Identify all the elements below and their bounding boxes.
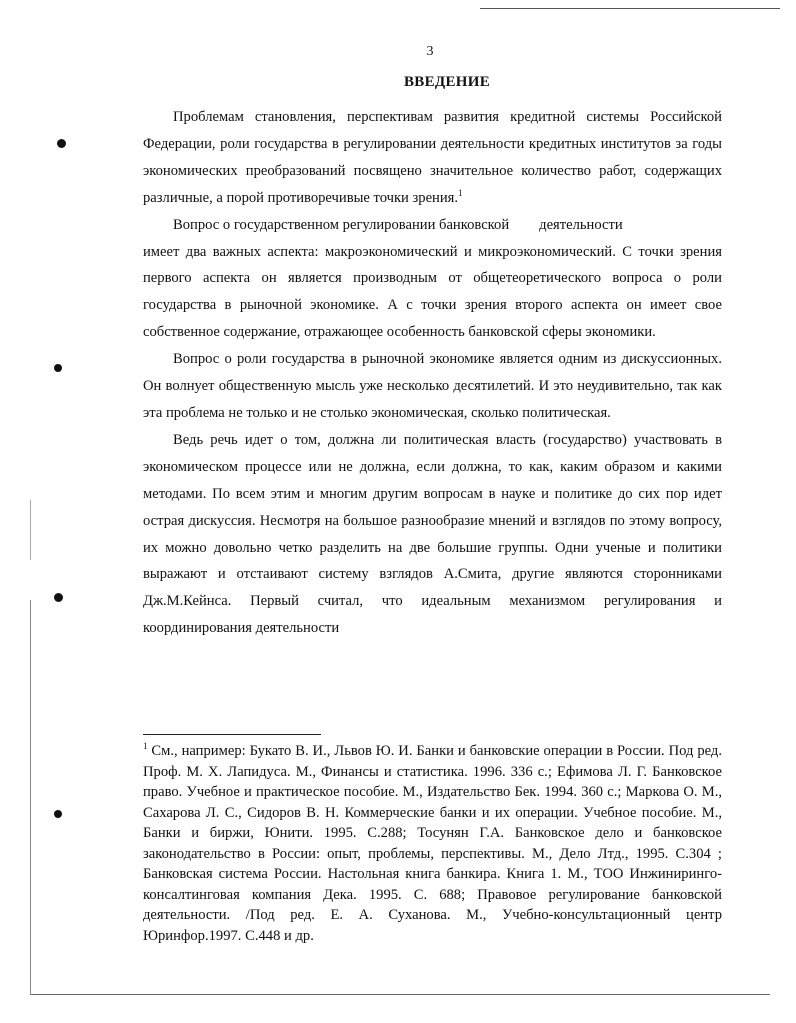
footnote-mark: 1 [143,741,148,752]
punch-hole-mark [54,810,62,818]
body-text [143,104,722,642]
scan-artifact-edge [30,500,31,560]
paragraph [143,104,722,212]
paragraph [143,346,722,427]
scan-artifact-line [30,994,770,995]
footnote-divider [143,734,321,735]
footnote-text: См., например: Букато В. И., Львов Ю. И. Банки и банковские операции в России. Под ред. Проф. М. Х. Лапидуса. М., Финансы и статистика. 1996. 336 с.; Ефимова Л. Г. Банковское право. Учебное и практическое пособие. М., Издательство Бек. 1994. 360 с.; Маркова О. М., Сахарова Л. С., Сидоров В. Н. Коммерческие банки и их операции. Учебное пособие. М., Банки и биржи, Юнити. 1995. С.288; Тосунян Г.А. Банковское дело и банковское законодательство в России: опыт, проблемы, перспективы. М., Дело Лтд., 1995. С.304 ; Банковская система России. Настольная книга банкира. Книга 1. М., ТОО Инжиниринго-консалтинговая компания Дека. 1995. С. 688; Правовое регулирование банковской деятельности. /Под ред. Е. А. Суханова. М., Учебно-консультационный центр Юринфор.1997. С.448 и др. [143,743,722,944]
paragraph-text: имеет два важных аспекта: макроэкономический и микроэкономический. С точки зрения первого аспекта он является производным от общетеоретического вопроса о роли государства в рыночной экономике. А с точки зрения второго аспекта он имеет свое собственное содержание, отражающее особенность банковской сферы экономики. [143,243,722,341]
footnotes [143,741,722,946]
page-number: 3 [426,44,434,59]
paragraph [143,212,722,239]
paragraph-text: деятельности [539,216,623,233]
paragraph-text: Проблемам становления, перспективам развития кредитной системы Российской Федерации, роли государства в регулировании деятельности кредитных институтов за годы экономических преобразований посвящено значительное количество работ, содержащих различные, а порой противоречивые точки зрения. [143,109,722,206]
footnote-reference: 1 [458,187,463,198]
punch-hole-mark [54,593,63,602]
paragraph-text: Вопрос о роли государства в рыночной экономике является одним из дискуссионных. Он волнует общественную мысль уже несколько десятилетий. И это неудивительно, так как эта проблема не только и не столько экономическая, сколько политическая. [143,351,722,421]
scan-artifact-line [480,8,780,9]
footnote [143,741,722,946]
paragraph-text: Ведь речь идет о том, должна ли политическая власть (государство) участвовать в экономическом процессе или не должна, если должна, то как, каким образом и какими методами. По всем этим и многим другим вопросам в науке и политике до сих пор идет острая дискуссия. Несмотря на большое разнообразие мнений и взглядов по этому вопросу, их можно довольно четко разделить на две большие группы. Одни ученые и политики выражают и отстаивают систему взглядов А.Смита, другие являются сторонниками Дж.М.Кейнса. Первый считал, что идеальным механизмом регулирования и координирования деятельности [143,431,722,637]
paragraph [143,239,722,347]
scan-artifact-edge [30,600,31,995]
punch-hole-mark [57,139,66,148]
paragraph-text: Вопрос о государственном регулировании банковской [173,216,510,233]
punch-hole-mark [54,364,62,372]
page-title: ВВЕДЕНИЕ [403,74,491,90]
paragraph [143,427,722,642]
